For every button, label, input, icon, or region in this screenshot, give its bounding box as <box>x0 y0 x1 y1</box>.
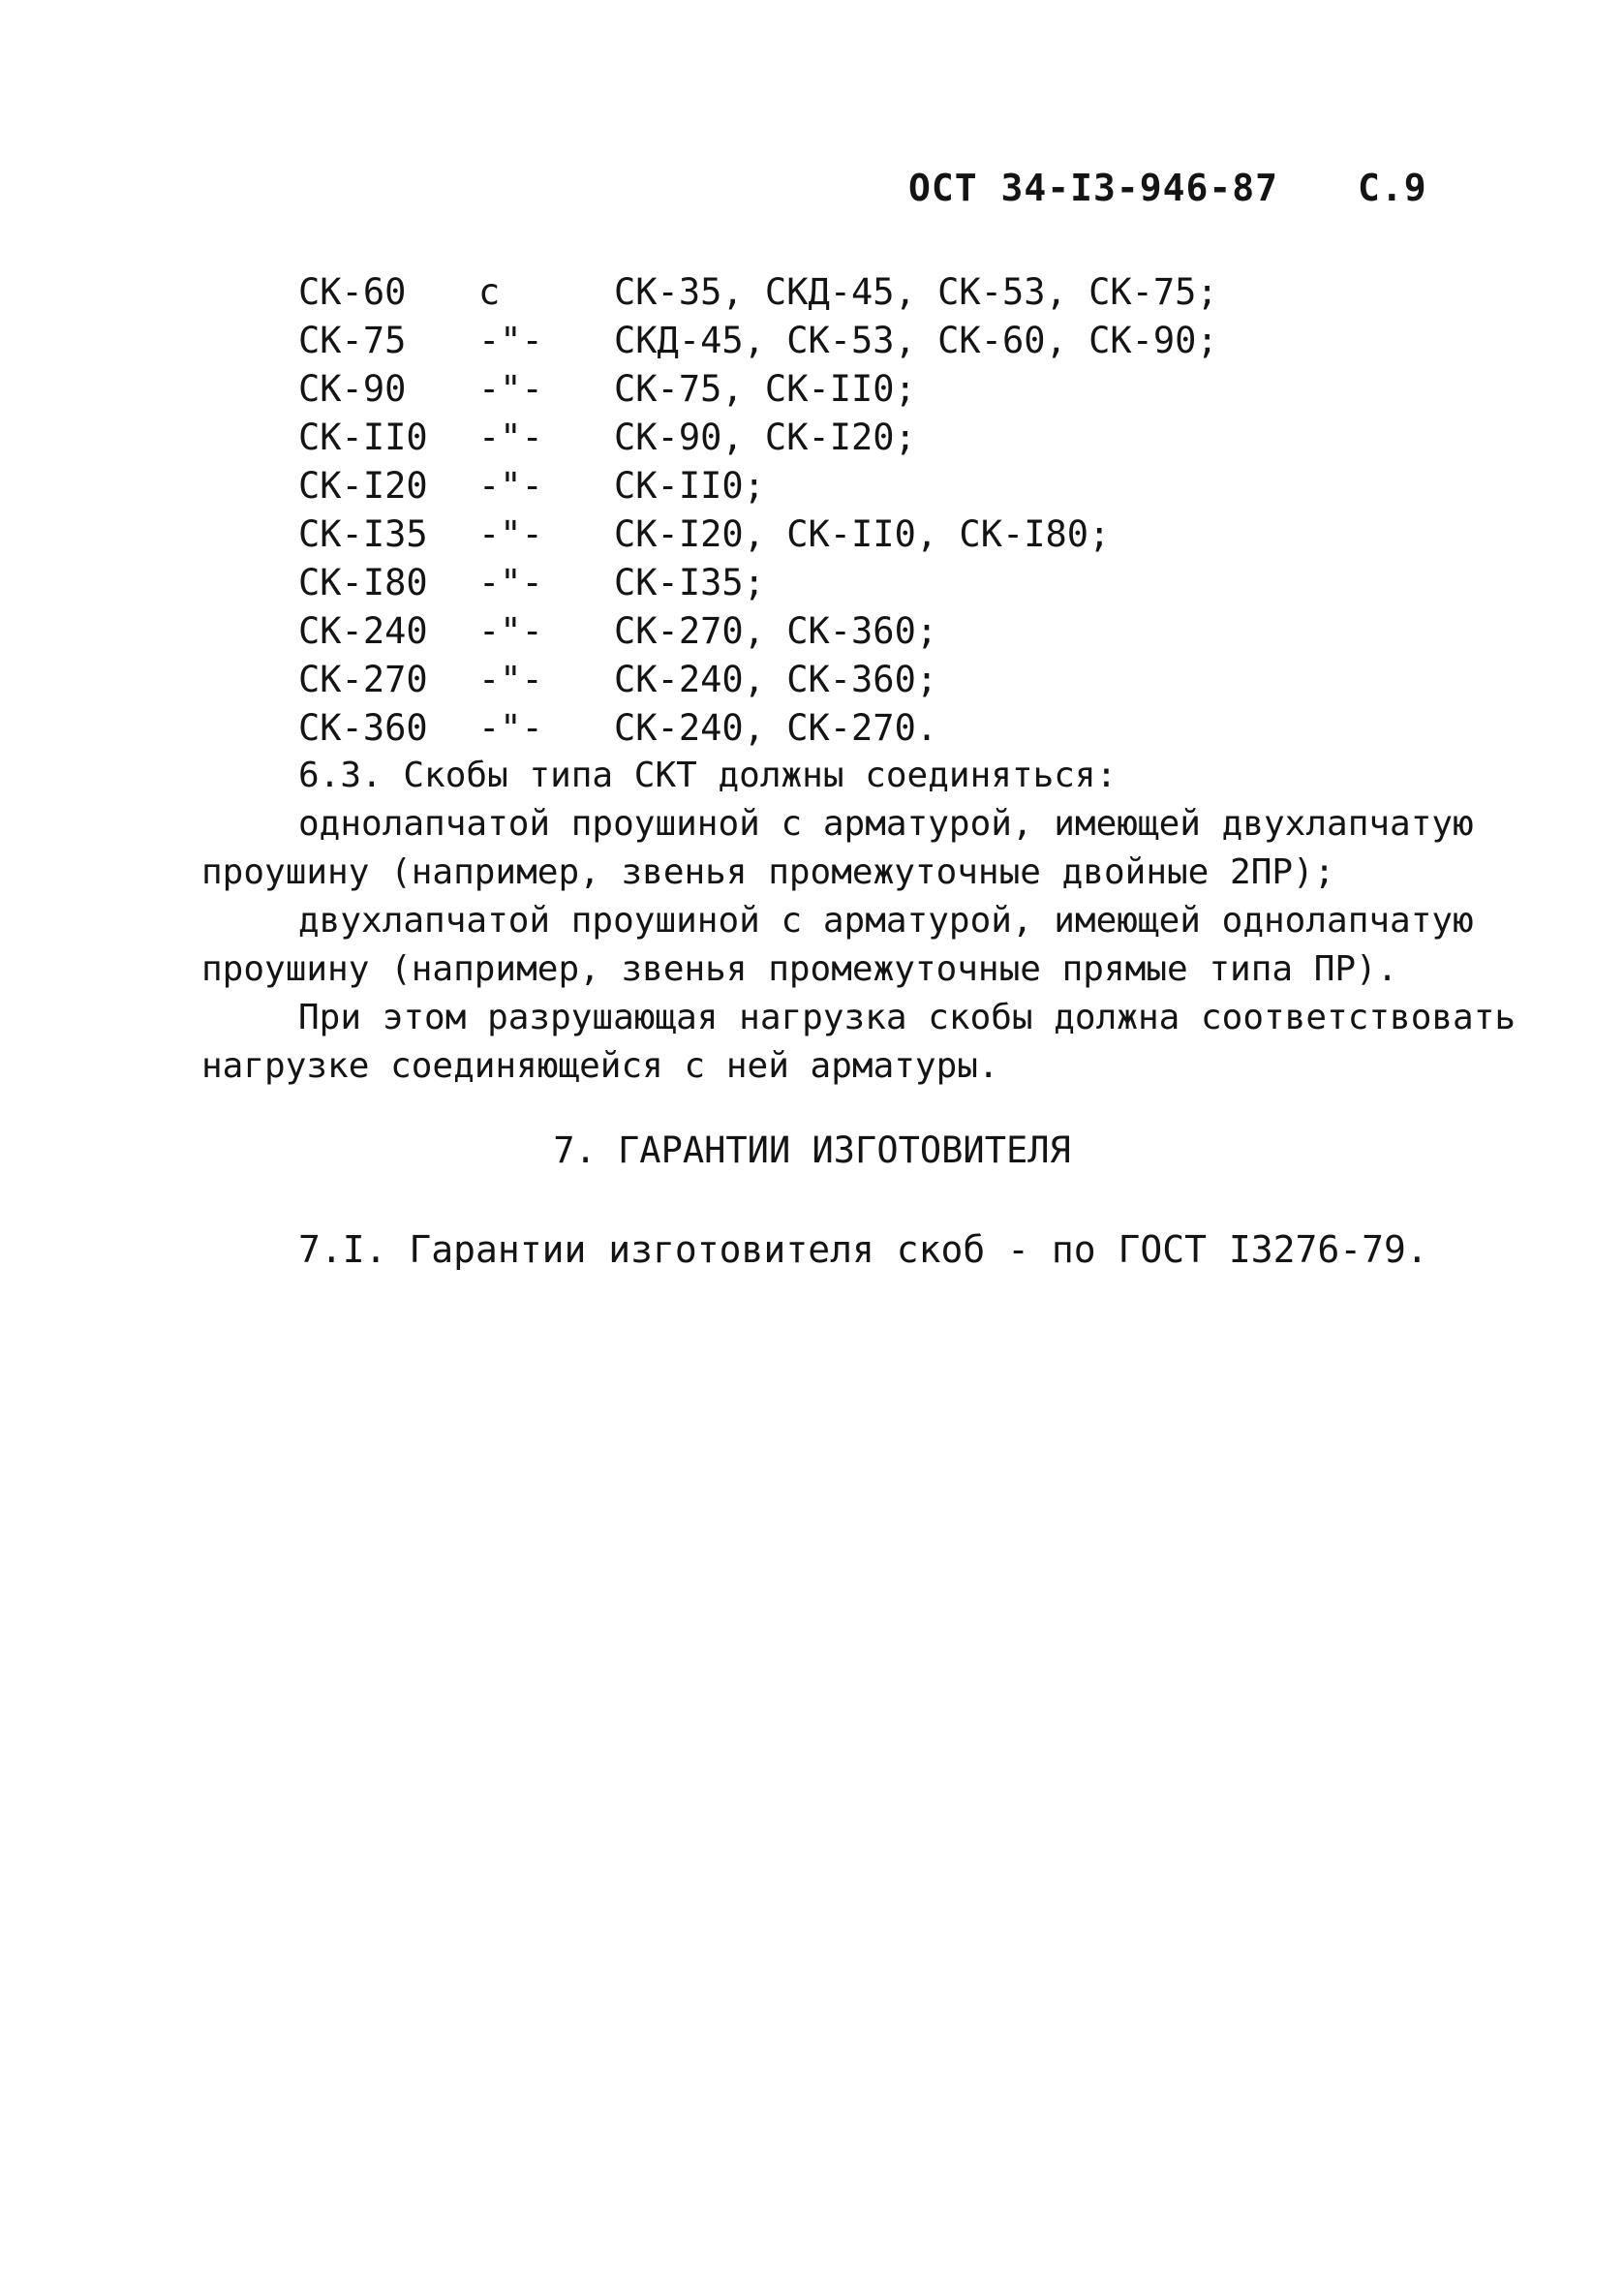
row-separator: -"- <box>478 610 543 652</box>
clip-code: СК-I80 <box>298 562 428 603</box>
page-number: С.9 <box>1358 167 1427 209</box>
row-separator: -"- <box>478 707 543 749</box>
compatible-list: СК-I35; <box>614 562 765 603</box>
paragraph-line: проушину (например, звенья промежуточные двойные 2ПР); <box>201 852 1335 892</box>
compatible-list: СКД-45, СК-53, СК-60, СК-90; <box>614 320 1218 361</box>
paragraph-heading: 6.3. Скобы типа СКТ должны соединяться: <box>298 756 1118 795</box>
compatible-list: СК-240, СК-270. <box>614 707 938 749</box>
clip-code: СК-60 <box>298 271 407 313</box>
compatible-list: СК-I20, СК-II0, СК-I80; <box>614 513 1111 555</box>
paragraph-line: нагрузке соединяющейся с ней арматуры. <box>201 1046 999 1086</box>
paragraph-line: При этом разрушающая нагрузка скобы должна соответствовать <box>298 998 1517 1037</box>
clause-7-1: 7.I. Гарантии изготовителя скоб - по ГОСТ I3276-79. <box>298 1228 1428 1271</box>
row-separator: -"- <box>478 562 543 603</box>
standard-number: ОСТ 34-I3-946-87 <box>908 167 1279 209</box>
compatible-list: СК-270, СК-360; <box>614 610 938 652</box>
clip-code: СК-240 <box>298 610 428 652</box>
row-separator: -"- <box>478 320 543 361</box>
row-separator: -"- <box>478 417 543 458</box>
compatible-list: СК-90, СК-I20; <box>614 417 916 458</box>
section-7-title: 7. ГАРАНТИИ ИЗГОТОВИТЕЛЯ <box>553 1129 1071 1171</box>
compatible-list: СК-75, СК-II0; <box>614 368 916 410</box>
row-separator: с <box>478 271 501 313</box>
paragraph-line: однолапчатой проушиной с арматурой, имеющей двухлапчатую <box>298 804 1474 844</box>
row-separator: -"- <box>478 465 543 507</box>
page-header <box>908 167 1427 209</box>
clip-code: СК-I35 <box>298 513 428 555</box>
clip-code: СК-90 <box>298 368 407 410</box>
compatible-list: СК-240, СК-360; <box>614 659 938 700</box>
clip-code: СК-360 <box>298 707 428 749</box>
compatible-list: СК-II0; <box>614 465 765 507</box>
clip-code: СК-270 <box>298 659 428 700</box>
paragraph-line: двухлапчатой проушиной с арматурой, имеющей однолапчатую <box>298 901 1474 941</box>
compatible-list: СК-35, СКД-45, СК-53, СК-75; <box>614 271 1218 313</box>
clip-code: СК-II0 <box>298 417 428 458</box>
paragraph-line: проушину (например, звенья промежуточные прямые типа ПР). <box>201 949 1398 989</box>
row-separator: -"- <box>478 368 543 410</box>
row-separator: -"- <box>478 513 543 555</box>
clip-code: СК-I20 <box>298 465 428 507</box>
clip-code: СК-75 <box>298 320 407 361</box>
row-separator: -"- <box>478 659 543 700</box>
